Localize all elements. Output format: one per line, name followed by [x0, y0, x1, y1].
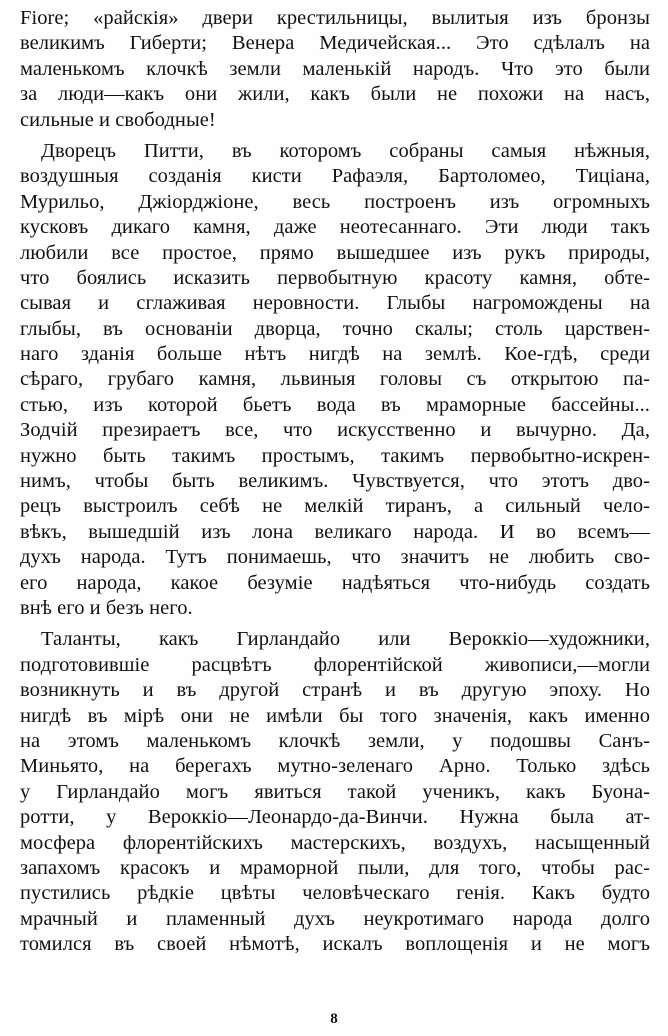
text-line: сѣраго, грубаго камня, львиныя головы съ открытою па-: [20, 368, 650, 391]
text-line: любили все простое, прямо вышедшее изъ рукъ природы,: [20, 241, 650, 264]
text-line: ротти, у Вероккіо—Леонардо-да-Винчи. Нужна была ат-: [20, 806, 650, 829]
text-line: Миньято, на берегахъ мутно-зеленаго Арно. Только здѣсь: [20, 755, 650, 778]
text-line: воздушныя созданія кисти Рафаэля, Бартоломео, Тиціана,: [20, 165, 650, 188]
text-line: сильные и свободные!: [20, 108, 216, 131]
text-line: подготовившіе расцвѣтъ флорентійской живописи,—могли: [20, 653, 650, 676]
text-line: вѣкъ, вышедшій изъ лона великаго народа. И во всемъ—: [20, 520, 650, 543]
text-line: Таланты, какъ Гирландайо или Вероккіо—художники,: [41, 628, 650, 651]
text-line: маленькомъ клочкѣ земли маленькій народъ. Что это были: [20, 57, 650, 80]
text-line: рецъ выстроилъ себѣ не мелкій тиранъ, а сильный чело-: [20, 495, 650, 518]
text-line: стью, изъ которой бьетъ вода въ мраморные бассейны...: [20, 393, 650, 416]
text-line: великимъ Гиберти; Венера Медичейская... Это сдѣлалъ на: [20, 32, 650, 55]
text-line: томился въ своей нѣмотѣ, искалъ воплощенія и не могъ: [20, 933, 650, 956]
text-line: духъ народа. Тутъ понимаешь, что значитъ не любить сво-: [20, 546, 650, 569]
text-line: кусковъ дикаго камня, даже неотесаннаго. Эти люди такъ: [20, 216, 650, 239]
text-line: у Гирландайо могъ явиться такой ученикъ, какъ Буона-: [20, 780, 650, 803]
text-line: его народа, какое безуміе надѣяться что-нибудь создать: [20, 571, 650, 594]
page-number: 8: [330, 1011, 338, 1027]
text-line: пустились рѣдкіе цвѣты человѣческаго генія. Какъ будто: [20, 882, 650, 905]
text-line: внѣ его и безъ него.: [20, 596, 193, 619]
text-line: Мурильо, Джіорджіоне, весь построенъ изъ огромныхъ: [20, 190, 650, 213]
text-line: Зодчій презираетъ все, что искусственно и вычурно. Да,: [20, 419, 650, 442]
text-line: Дворецъ Питти, въ которомъ собраны самыя нѣжныя,: [41, 139, 650, 162]
text-line: мрачный и пламенный духъ неукротимаго народа долго: [20, 907, 650, 930]
text-line: на этомъ маленькомъ клочкѣ земли, у подошвы Санъ-: [20, 729, 650, 752]
text-line: что боялись исказить первобытную красоту камня, обте-: [20, 266, 650, 289]
paragraph: [20, 627, 650, 957]
text-line: сывая и сглаживая неровности. Глыбы нагромождены на: [20, 292, 650, 315]
text-line: возникнуть и въ другой странѣ и въ другую эпоху. Но: [20, 679, 650, 702]
text-column: [20, 6, 650, 957]
text-line: нигдѣ въ мірѣ они не имѣли бы того значенія, какъ именно: [20, 704, 650, 727]
text-line: мосфера флорентійскихъ мастерскихъ, воздухъ, насыщенный: [20, 831, 650, 854]
text-line: наго зданія больше нѣтъ нигдѣ на землѣ. Кое-гдѣ, среди: [20, 343, 650, 366]
paragraph: [20, 139, 650, 621]
paragraph: [20, 6, 650, 133]
text-line: глыбы, въ основаніи дворца, точно скалы; столь царствен-: [20, 317, 650, 340]
text-line: нимъ, чтобы быть великимъ. Чувствуется, что этотъ дво-: [20, 470, 650, 493]
text-line: за люди—какъ они жили, какъ были не похожи на насъ,: [20, 83, 650, 106]
text-line: Fiore; «райскія» двери крестильницы, вылитыя изъ бронзы: [20, 7, 650, 29]
text-line: нужно быть такимъ простымъ, такимъ первобытно-искрен-: [20, 444, 650, 467]
text-line: запахомъ красокъ и мраморной пыли, для того, чтобы рас-: [20, 856, 650, 879]
